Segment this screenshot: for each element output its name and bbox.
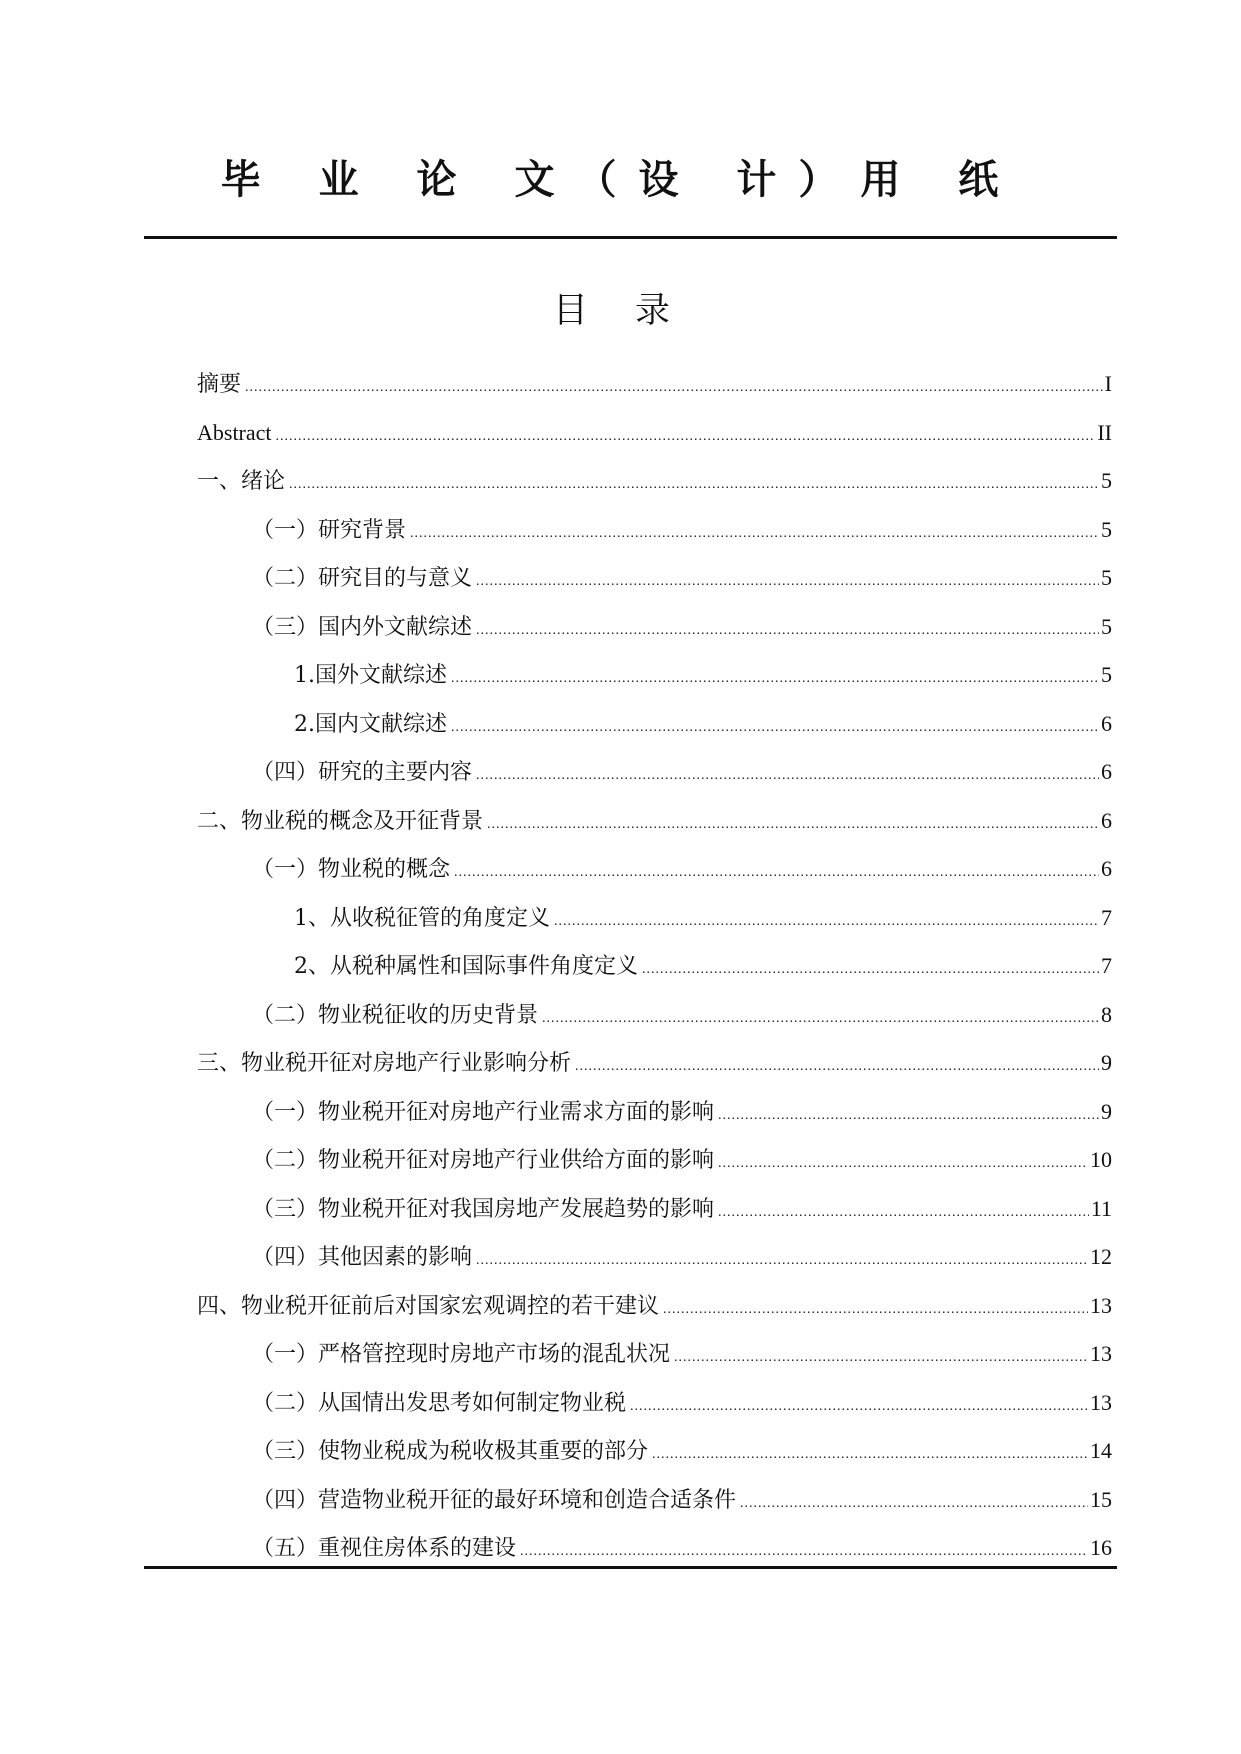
toc-entry-page: 16: [1090, 1535, 1112, 1560]
toc-entry[interactable]: [197, 506, 1112, 555]
toc-entry-page: 5: [1101, 613, 1112, 639]
toc-entry-label: （三）物业税开征对我国房地产发展趋势的影响: [252, 1196, 715, 1222]
toc-entry-page: II: [1097, 419, 1112, 445]
toc-entry-page: 9: [1101, 1050, 1112, 1075]
toc-leader-dots: [454, 849, 1099, 898]
toc-leader-dots: [476, 1237, 1088, 1286]
toc-entry-page: 5: [1101, 662, 1112, 687]
toc-entry-label: （五）重视住房体系的建设: [252, 1536, 517, 1561]
toc-entry[interactable]: [197, 457, 1112, 506]
toc-entry[interactable]: [197, 1282, 1112, 1331]
toc-entry-page: 6: [1101, 807, 1112, 833]
toc-entry-page: 6: [1101, 710, 1112, 736]
toc-leader-dots: [410, 510, 1099, 559]
toc-entry-page: 11: [1090, 1195, 1112, 1221]
toc-leader-dots: [289, 461, 1099, 510]
toc-leader-dots: [718, 1092, 1099, 1141]
toc-entry-page: 6: [1101, 759, 1112, 784]
toc-entry-label: （一）严格管控现时房地产市场的混乱状况: [252, 1342, 671, 1367]
toc-leader-dots: [554, 898, 1099, 947]
toc-leader-dots: [630, 1383, 1088, 1432]
toc-entry-label: （二）从国情出发思考如何制定物业税: [252, 1390, 627, 1416]
toc-entry-page: 5: [1101, 565, 1112, 590]
toc-entry-label: 1.国外文献综述: [294, 663, 447, 688]
toc-entry[interactable]: [197, 845, 1112, 894]
toc-entry[interactable]: [197, 554, 1112, 603]
footer-rule: [144, 1566, 1117, 1569]
toc-entry-label: 一、绪论: [197, 469, 286, 494]
toc-entry-label: 三、物业税开征对房地产行业影响分析: [197, 1051, 572, 1076]
toc-leader-dots: [718, 1140, 1088, 1189]
toc-entry-page: 14: [1090, 1438, 1112, 1463]
toc-entry[interactable]: [197, 1185, 1112, 1234]
toc-leader-dots: [487, 801, 1099, 850]
toc-leader-dots: [276, 413, 1096, 462]
toc-entry-label: 二、物业税的概念及开征背景: [197, 808, 484, 834]
toc-entry[interactable]: [197, 360, 1112, 409]
toc-entry-page: 8: [1101, 1001, 1112, 1027]
header-rule: [144, 236, 1117, 239]
page-header-title: 毕 业 论 文（设 计）用 纸: [220, 156, 1021, 203]
toc-leader-dots: [674, 1334, 1088, 1383]
toc-title: 目 录: [552, 291, 689, 331]
toc-entry[interactable]: [197, 1427, 1112, 1476]
toc-entry-page: 7: [1101, 953, 1112, 978]
toc-entry[interactable]: [197, 1039, 1112, 1088]
toc-leader-dots: [575, 1043, 1099, 1092]
toc-leader-dots: [476, 558, 1099, 607]
toc-entry[interactable]: [197, 942, 1112, 991]
toc-leader-dots: [652, 1431, 1088, 1480]
toc-entry-label: 1、从收税征管的角度定义: [294, 905, 550, 931]
toc-entry-page: 15: [1090, 1486, 1112, 1512]
toc-entry-page: 12: [1090, 1244, 1112, 1269]
toc-entry-page: 9: [1101, 1098, 1112, 1124]
toc-entry-label: （一）研究背景: [252, 517, 407, 543]
toc-entry-label: 2.国内文献综述: [294, 711, 447, 737]
toc-entry[interactable]: [197, 1476, 1112, 1525]
toc-entry-page: 5: [1101, 468, 1112, 493]
toc-leader-dots: [476, 752, 1099, 801]
toc-entry-label: （二）物业税开征对房地产行业供给方面的影响: [252, 1148, 715, 1173]
toc-entry-page: 10: [1090, 1147, 1112, 1172]
toc-leader-dots: [663, 1286, 1088, 1335]
toc-leader-dots: [718, 1189, 1089, 1238]
toc-leader-dots: [451, 655, 1099, 704]
toc-entry-label: （三）国内外文献综述: [252, 614, 473, 640]
toc-entry-label: （四）营造物业税开征的最好环境和创造合适条件: [252, 1487, 737, 1513]
toc-entry[interactable]: [197, 700, 1112, 749]
toc-entry-label: 2、从税种属性和国际事件角度定义: [294, 954, 638, 979]
toc-entry-page: 5: [1101, 516, 1112, 542]
toc-leader-dots: [520, 1528, 1088, 1577]
toc-entry-page: I: [1104, 371, 1112, 396]
toc-entry-label: （二）物业税征收的历史背景: [252, 1002, 539, 1028]
toc-leader-dots: [245, 364, 1103, 413]
toc-entry[interactable]: [197, 651, 1112, 700]
toc-entry[interactable]: [197, 748, 1112, 797]
toc-entry[interactable]: [197, 894, 1112, 943]
toc-leader-dots: [476, 607, 1099, 656]
toc-entry[interactable]: [197, 409, 1112, 458]
table-of-contents: [197, 360, 1112, 1573]
toc-leader-dots: [542, 995, 1099, 1044]
toc-entry-label: 四、物业税开征前后对国家宏观调控的若干建议: [197, 1293, 660, 1319]
toc-entry[interactable]: [197, 1330, 1112, 1379]
toc-leader-dots: [740, 1480, 1088, 1529]
toc-entry-page: 13: [1090, 1292, 1112, 1318]
toc-entry[interactable]: [197, 991, 1112, 1040]
toc-entry-label: （一）物业税的概念: [252, 857, 451, 882]
toc-entry[interactable]: [197, 603, 1112, 652]
toc-entry-page: 13: [1090, 1389, 1112, 1415]
toc-entry-label: Abstract: [197, 419, 272, 445]
toc-entry[interactable]: [197, 797, 1112, 846]
toc-entry-label: （四）其他因素的影响: [252, 1245, 473, 1270]
toc-entry-page: 6: [1101, 856, 1112, 881]
toc-leader-dots: [642, 946, 1099, 995]
toc-entry[interactable]: [197, 1233, 1112, 1282]
toc-entry[interactable]: [197, 1379, 1112, 1428]
toc-entry[interactable]: [197, 1136, 1112, 1185]
toc-entry[interactable]: [197, 1088, 1112, 1137]
toc-entry-label: （三）使物业税成为税收极其重要的部分: [252, 1439, 649, 1464]
toc-entry-label: （二）研究目的与意义: [252, 566, 473, 591]
toc-entry-label: 摘要: [197, 372, 242, 397]
toc-entry-label: （一）物业税开征对房地产行业需求方面的影响: [252, 1099, 715, 1125]
toc-entry-page: 7: [1101, 904, 1112, 930]
toc-entry-label: （四）研究的主要内容: [252, 760, 473, 785]
toc-entry-page: 13: [1090, 1341, 1112, 1366]
toc-leader-dots: [451, 704, 1099, 753]
